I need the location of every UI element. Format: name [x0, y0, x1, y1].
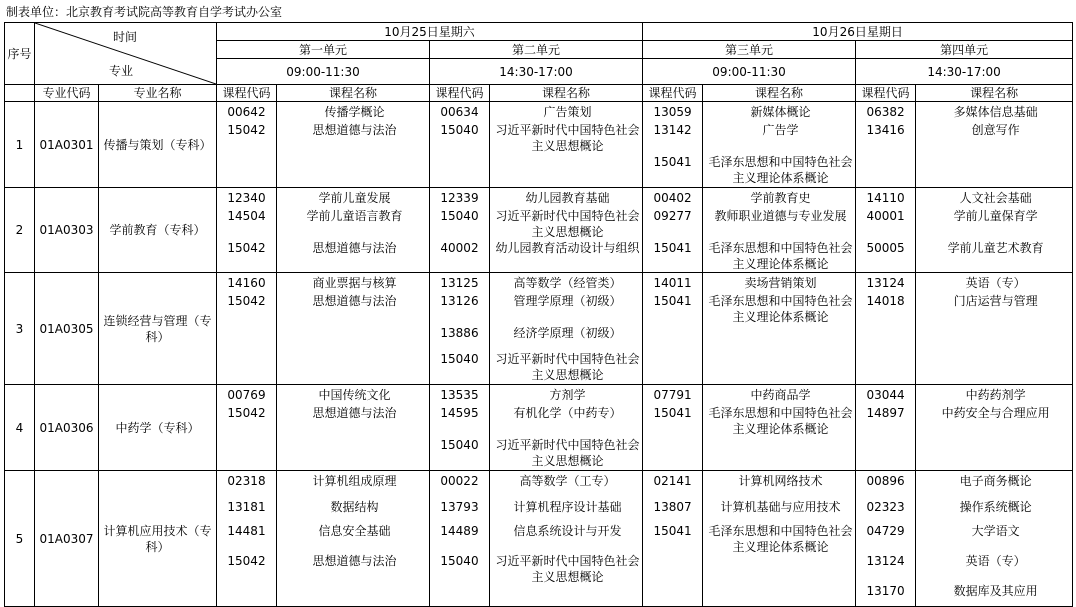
- unit1-name: 第一单元: [217, 41, 430, 59]
- course-name-header: 课程名称: [916, 85, 1073, 102]
- major-name: 传播与策划（专科）: [99, 102, 217, 188]
- course-code: 15041: [653, 155, 692, 169]
- course-name: 人文社会基础: [959, 191, 1032, 205]
- course-name: 英语（专）: [965, 554, 1026, 568]
- course-code: 03044: [866, 388, 905, 402]
- time-major-header: [35, 23, 217, 85]
- course-code: 13416: [866, 123, 905, 137]
- row-seq: 5: [5, 471, 35, 607]
- course-name: 思想道德与法治: [312, 294, 397, 308]
- course-code-cell: [856, 385, 916, 471]
- course-code-cell: [643, 102, 703, 188]
- course-name: 操作系统概论: [959, 500, 1032, 514]
- course-name: 思想道德与法治: [312, 406, 397, 420]
- course-name: 毛泽东思想和中国特色社会主义理论体系概论: [708, 524, 853, 554]
- course-name: 计算机组成原理: [312, 474, 397, 488]
- course-name-cell: [916, 102, 1073, 188]
- course-code-cell: [430, 385, 490, 471]
- course-code: 02141: [653, 474, 692, 488]
- course-name-cell: [490, 273, 643, 385]
- course-name: 思想道德与法治: [312, 241, 397, 255]
- course-code: 04729: [866, 524, 905, 538]
- course-code-cell: [856, 471, 916, 607]
- major-name: 中药学（专科）: [99, 385, 217, 471]
- course-name: 传播学概论: [324, 105, 385, 119]
- course-code: 00022: [440, 474, 479, 488]
- unit2-time: 14:30-17:00: [430, 59, 643, 85]
- course-name-cell: [277, 385, 430, 471]
- course-name: 毛泽东思想和中国特色社会主义理论体系概论: [708, 294, 853, 324]
- seq-subheader: [5, 85, 35, 102]
- course-code: 15042: [227, 554, 266, 568]
- major-name: 连锁经营与管理（专科）: [99, 273, 217, 385]
- course-name: 英语（专）: [965, 276, 1026, 290]
- course-code: 02323: [866, 500, 905, 514]
- course-name: 商业票据与核算: [312, 276, 397, 290]
- course-name-cell: [703, 273, 856, 385]
- course-name: 毛泽东思想和中国特色社会主义理论体系概论: [708, 241, 853, 271]
- course-code-cell: [643, 188, 703, 273]
- table-row: [5, 188, 1073, 273]
- major-name-header: 专业名称: [99, 85, 217, 102]
- course-code: 15041: [653, 524, 692, 538]
- course-name: 习近平新时代中国特色社会主义思想概论: [495, 554, 640, 584]
- course-name-cell: [916, 385, 1073, 471]
- course-name-cell: [277, 188, 430, 273]
- course-code: 15041: [653, 294, 692, 308]
- course-name-cell: [703, 471, 856, 607]
- course-code: 00769: [227, 388, 266, 402]
- course-code: 14595: [440, 406, 479, 420]
- row-seq: 2: [5, 188, 35, 273]
- course-name-cell: [703, 188, 856, 273]
- course-code: 00896: [866, 474, 905, 488]
- course-name-cell: [916, 273, 1073, 385]
- course-name: 多媒体信息基础: [953, 105, 1038, 119]
- course-code: 13124: [866, 276, 905, 290]
- course-code: 14481: [227, 524, 266, 538]
- course-name-cell: [490, 188, 643, 273]
- course-code: 15040: [440, 123, 479, 137]
- course-name: 学前儿童发展: [318, 191, 391, 205]
- course-code: 13059: [653, 105, 692, 119]
- course-name: 广告策划: [543, 105, 592, 119]
- course-code: 13886: [440, 326, 479, 340]
- course-code-cell: [217, 471, 277, 607]
- course-name: 思想道德与法治: [312, 554, 397, 568]
- course-code: 14011: [653, 276, 692, 290]
- course-code: 13124: [866, 554, 905, 568]
- course-name: 中药商品学: [750, 388, 811, 402]
- course-code-cell: [217, 273, 277, 385]
- course-code: 14504: [227, 209, 266, 223]
- course-name-cell: [916, 188, 1073, 273]
- course-code: 00634: [440, 105, 479, 119]
- course-code-header: 课程代码: [217, 85, 277, 102]
- course-code: 40002: [440, 241, 479, 255]
- course-name: 数据库及其应用: [953, 584, 1038, 598]
- row-seq: 3: [5, 273, 35, 385]
- course-code: 14489: [440, 524, 479, 538]
- course-code-cell: [430, 471, 490, 607]
- course-code: 13535: [440, 388, 479, 402]
- course-name: 计算机网络技术: [738, 474, 823, 488]
- course-name: 幼儿园教育基础: [525, 191, 610, 205]
- major-code: 01A0301: [35, 102, 99, 188]
- major-name: 计算机应用技术（专科）: [99, 471, 217, 607]
- course-code: 15042: [227, 241, 266, 255]
- course-code: 13170: [866, 584, 905, 598]
- course-code: 13181: [227, 500, 266, 514]
- course-code: 15042: [227, 294, 266, 308]
- course-code-cell: [430, 102, 490, 188]
- course-code: 15041: [653, 241, 692, 255]
- course-name: 学前教育史: [750, 191, 811, 205]
- course-code: 13807: [653, 500, 692, 514]
- course-name-cell: [490, 102, 643, 188]
- course-code: 07791: [653, 388, 692, 402]
- course-name: 管理学原理（初级）: [513, 294, 622, 308]
- course-code: 13793: [440, 500, 479, 514]
- course-code: 40001: [866, 209, 905, 223]
- course-name: 学前儿童语言教育: [306, 209, 403, 223]
- course-code: 09277: [653, 209, 692, 223]
- course-name: 高等数学（工专）: [519, 474, 616, 488]
- major-label: 专业: [109, 64, 134, 78]
- course-name: 创意写作: [971, 123, 1020, 137]
- course-name: 计算机基础与应用技术: [720, 500, 841, 514]
- unit1-time: 09:00-11:30: [217, 59, 430, 85]
- course-name: 经济学原理（初级）: [513, 326, 622, 340]
- course-code-cell: [217, 385, 277, 471]
- course-code: 00402: [653, 191, 692, 205]
- course-code: 14110: [866, 191, 905, 205]
- course-code: 02318: [227, 474, 266, 488]
- course-name: 中国传统文化: [318, 388, 391, 402]
- course-name: 门店运营与管理: [953, 294, 1038, 308]
- course-code: 50005: [866, 241, 905, 255]
- course-code: 14160: [227, 276, 266, 290]
- course-code: 14018: [866, 294, 905, 308]
- course-name: 有机化学（中药专）: [513, 406, 622, 420]
- course-name-cell: [490, 471, 643, 607]
- course-code: 13142: [653, 123, 692, 137]
- course-code-cell: [856, 102, 916, 188]
- row-seq: 4: [5, 385, 35, 471]
- course-name: 毛泽东思想和中国特色社会主义理论体系概论: [708, 155, 853, 185]
- course-code: 15040: [440, 352, 479, 366]
- unit2-name: 第二单元: [430, 41, 643, 59]
- course-code: 15040: [440, 209, 479, 223]
- course-name: 习近平新时代中国特色社会主义思想概论: [495, 209, 640, 239]
- course-name: 数据结构: [330, 500, 379, 514]
- course-code: 15041: [653, 406, 692, 420]
- unit3-time: 09:00-11:30: [643, 59, 856, 85]
- course-name: 思想道德与法治: [312, 123, 397, 137]
- course-name: 中药安全与合理应用: [941, 406, 1050, 420]
- course-code-cell: [643, 385, 703, 471]
- exam-schedule-table: [4, 22, 1073, 607]
- major-code: 01A0307: [35, 471, 99, 607]
- course-code-header: 课程代码: [856, 85, 916, 102]
- unit4-time: 14:30-17:00: [856, 59, 1073, 85]
- major-code: 01A0303: [35, 188, 99, 273]
- course-name-cell: [490, 385, 643, 471]
- course-name: 新媒体概论: [750, 105, 811, 119]
- course-code-cell: [856, 273, 916, 385]
- course-name: 信息系统设计与开发: [513, 524, 622, 538]
- table-caption: 制表单位：北京教育考试院高等教育自学考试办公室: [6, 5, 283, 19]
- course-name: 习近平新时代中国特色社会主义思想概论: [495, 438, 640, 468]
- course-name: 电子商务概论: [959, 474, 1032, 488]
- course-code-cell: [217, 188, 277, 273]
- course-code-cell: [643, 273, 703, 385]
- course-name: 学前儿童艺术教育: [947, 241, 1044, 255]
- day1-header: 10月25日星期六: [217, 23, 643, 41]
- course-code-header: 课程代码: [643, 85, 703, 102]
- course-name: 信息安全基础: [318, 524, 391, 538]
- major-code: 01A0305: [35, 273, 99, 385]
- course-code: 14897: [866, 406, 905, 420]
- course-name: 中药药剂学: [965, 388, 1026, 402]
- course-code-header: 课程代码: [430, 85, 490, 102]
- course-code-cell: [430, 188, 490, 273]
- course-code-cell: [430, 273, 490, 385]
- course-code: 15040: [440, 438, 479, 452]
- course-name-cell: [703, 102, 856, 188]
- course-name: 卖场营销策划: [744, 276, 817, 290]
- course-name: 习近平新时代中国特色社会主义思想概论: [495, 352, 640, 382]
- table-row: [5, 102, 1073, 188]
- course-code-cell: [856, 188, 916, 273]
- course-code-cell: [217, 102, 277, 188]
- course-name-cell: [703, 385, 856, 471]
- course-name-cell: [916, 471, 1073, 607]
- course-name-cell: [277, 471, 430, 607]
- course-code: 15042: [227, 406, 266, 420]
- course-name-header: 课程名称: [277, 85, 430, 102]
- row-seq: 1: [5, 102, 35, 188]
- major-code-header: 专业代码: [35, 85, 99, 102]
- course-name-cell: [277, 102, 430, 188]
- course-code: 13125: [440, 276, 479, 290]
- seq-header: 序号: [5, 23, 35, 85]
- course-name: 广告学: [762, 123, 799, 137]
- course-name: 教师职业道德与专业发展: [714, 209, 847, 223]
- course-code: 15042: [227, 123, 266, 137]
- course-code-cell: [643, 471, 703, 607]
- unit4-name: 第四单元: [856, 41, 1073, 59]
- course-code: 13126: [440, 294, 479, 308]
- table-row: [5, 273, 1073, 385]
- course-name: 毛泽东思想和中国特色社会主义理论体系概论: [708, 406, 853, 436]
- schedule-body: [5, 102, 1073, 607]
- course-name: 大学语文: [971, 524, 1020, 538]
- day2-header: 10月26日星期日: [643, 23, 1073, 41]
- course-name: 方剂学: [549, 388, 586, 402]
- course-name: 计算机程序设计基础: [513, 500, 622, 514]
- table-row: [5, 471, 1073, 607]
- course-name: 习近平新时代中国特色社会主义思想概论: [495, 123, 640, 153]
- course-code: 12339: [440, 191, 479, 205]
- course-name: 幼儿园教育活动设计与组织: [495, 241, 640, 255]
- course-name-header: 课程名称: [703, 85, 856, 102]
- time-label: 时间: [113, 30, 138, 44]
- course-code: 00642: [227, 105, 266, 119]
- course-name: 学前儿童保育学: [953, 209, 1038, 223]
- course-code: 15040: [440, 554, 479, 568]
- course-code: 12340: [227, 191, 266, 205]
- table-row: [5, 385, 1073, 471]
- course-code: 06382: [866, 105, 905, 119]
- course-name-header: 课程名称: [490, 85, 643, 102]
- major-name: 学前教育（专科）: [99, 188, 217, 273]
- course-name: 高等数学（经管类）: [513, 276, 622, 290]
- major-code: 01A0306: [35, 385, 99, 471]
- unit3-name: 第三单元: [643, 41, 856, 59]
- course-name-cell: [277, 273, 430, 385]
